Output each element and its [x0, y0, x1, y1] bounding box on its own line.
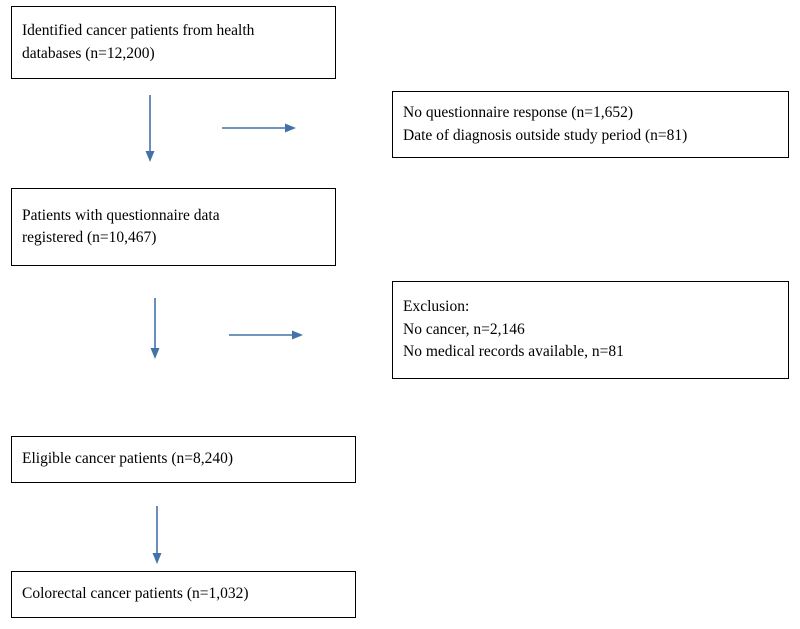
node-excluded-questionnaire [392, 91, 789, 158]
arrow-right-1 [222, 120, 297, 136]
node-text-line: registered (n=10,467) [22, 229, 157, 246]
node-text-line: No medical records available, n=81 [403, 343, 624, 361]
node-colorectal-cancer-patients [11, 571, 356, 618]
node-text-line: Colorectal cancer patients (n=1,032) [22, 585, 249, 603]
node-text-line: Date of diagnosis outside study period (n=81) [403, 126, 688, 144]
arrow-down-1 [140, 95, 160, 163]
node-text-line: No questionnaire response (n=1,652) [403, 104, 633, 122]
node-text-line: databases (n=12,200) [22, 44, 155, 62]
node-text-line: Eligible cancer patients (n=8,240) [22, 450, 234, 468]
arrow-right-2 [229, 327, 304, 343]
node-text-line: Patients with questionnaire data [22, 206, 220, 224]
node-exclusion-criteria [392, 281, 789, 379]
node-eligible-cancer-patients [11, 436, 356, 483]
arrow-down-3 [147, 506, 167, 565]
arrow-down-2 [145, 298, 165, 360]
node-questionnaire-registered [11, 188, 336, 266]
node-identified-cancer-patients [11, 6, 336, 79]
node-text-line: No cancer, n=2,146 [403, 320, 525, 338]
node-text-line: Identified cancer patients from health [22, 22, 255, 40]
node-text-line: Exclusion: [403, 298, 470, 316]
